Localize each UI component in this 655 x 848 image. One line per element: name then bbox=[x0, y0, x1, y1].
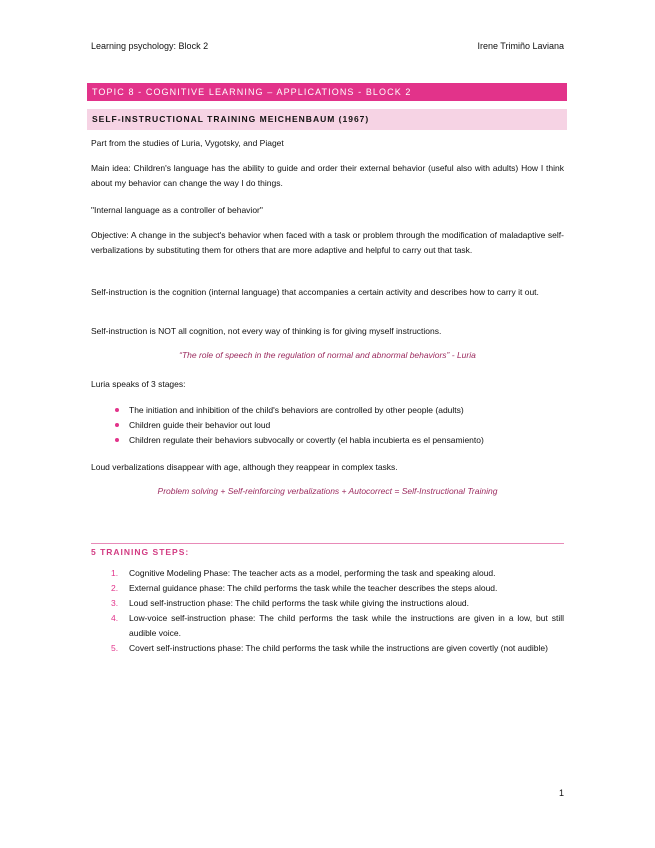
paragraph-stages-intro bbox=[91, 377, 564, 392]
topic-heading: TOPIC 8 - COGNITIVE LEARNING – APPLICATIONS - BLOCK 2 bbox=[87, 83, 567, 101]
training-steps-list bbox=[91, 566, 564, 656]
list-item: Children guide their behavior out loud bbox=[91, 418, 564, 433]
step-number: 4. bbox=[111, 613, 119, 623]
paragraph-self-instruction bbox=[91, 285, 564, 300]
list-item: 3. Loud self-instruction phase: The child performs the task while giving the instructions aloud. bbox=[91, 596, 564, 611]
paragraph: Luria speaks of 3 stages: bbox=[91, 379, 186, 389]
bullet-icon bbox=[115, 438, 119, 442]
paragraph-internal-language bbox=[91, 203, 564, 218]
stages-list bbox=[91, 403, 564, 448]
list-item: 2. External guidance phase: The child performs the task while the teacher describes the steps aloud. bbox=[91, 581, 564, 596]
step-number: 2. bbox=[111, 583, 119, 593]
step-number: 1. bbox=[111, 568, 119, 578]
list-item: 5. Covert self-instructions phase: The child performs the task while the instructions are given covertly (not audible) bbox=[91, 641, 564, 656]
paragraph-verbalizations bbox=[91, 460, 564, 475]
steps-heading: 5 TRAINING STEPS: bbox=[91, 547, 190, 557]
bullet-icon bbox=[115, 423, 119, 427]
paragraph: "Internal language as a controller of behavior" bbox=[91, 205, 263, 215]
page-number: 1 bbox=[558, 788, 564, 798]
list-item: 1. Cognitive Modeling Phase: The teacher acts as a model, performing the task and speaking aloud. bbox=[91, 566, 564, 581]
paragraph-objective bbox=[91, 228, 564, 258]
step-number: 5. bbox=[111, 643, 119, 653]
header-right: Irene Trimiño Laviana bbox=[477, 41, 564, 51]
paragraph: Main idea: Children's language has the ability to guide and order their external behavior (useful also with adults) How I think about my behavior can change the way I do things. bbox=[91, 163, 564, 188]
bullet-icon bbox=[115, 408, 119, 412]
list-item: The initiation and inhibition of the child's behaviors are controlled by other people (adults) bbox=[91, 403, 564, 418]
formula-quote: Problem solving + Self-reinforcing verbalizations + Autocorrect = Self-Instructional Training bbox=[157, 486, 498, 496]
header-left: Learning psychology: Block 2 bbox=[91, 41, 209, 51]
list-item: Children regulate their behaviors subvocally or covertly (el habla incubierta es el pensamiento) bbox=[91, 433, 564, 448]
paragraph: Loud verbalizations disappear with age, although they reappear in complex tasks. bbox=[91, 462, 398, 472]
paragraph: Objective: A change in the subject's behavior when faced with a task or problem through the modification of maladaptive self-verbalizations by substituting them for others that are more adaptive and helpful to carry out that task. bbox=[91, 230, 564, 255]
paragraph: Part from the studies of Luria, Vygotsky, and Piaget bbox=[91, 138, 284, 148]
section-divider bbox=[91, 543, 564, 544]
paragraph-origins bbox=[91, 136, 564, 151]
paragraph: Self-instruction is the cognition (internal language) that accompanies a certain activity and describes how to carry it out. bbox=[91, 287, 539, 297]
luria-quote: “The role of speech in the regulation of normal and abnormal behaviors” - Luria bbox=[179, 350, 476, 360]
paragraph-main-idea bbox=[91, 161, 564, 191]
step-number: 3. bbox=[111, 598, 119, 608]
paragraph: Self-instruction is NOT all cognition, not every way of thinking is for giving myself instructions. bbox=[91, 326, 442, 336]
section-subheading: SELF-INSTRUCTIONAL TRAINING MEICHENBAUM (1967) bbox=[87, 109, 567, 130]
list-item: 4. Low-voice self-instruction phase: The child performs the task while the instructions are given in a low, but still audible voice. bbox=[111, 613, 564, 638]
paragraph-not-all-cognition bbox=[91, 324, 564, 339]
